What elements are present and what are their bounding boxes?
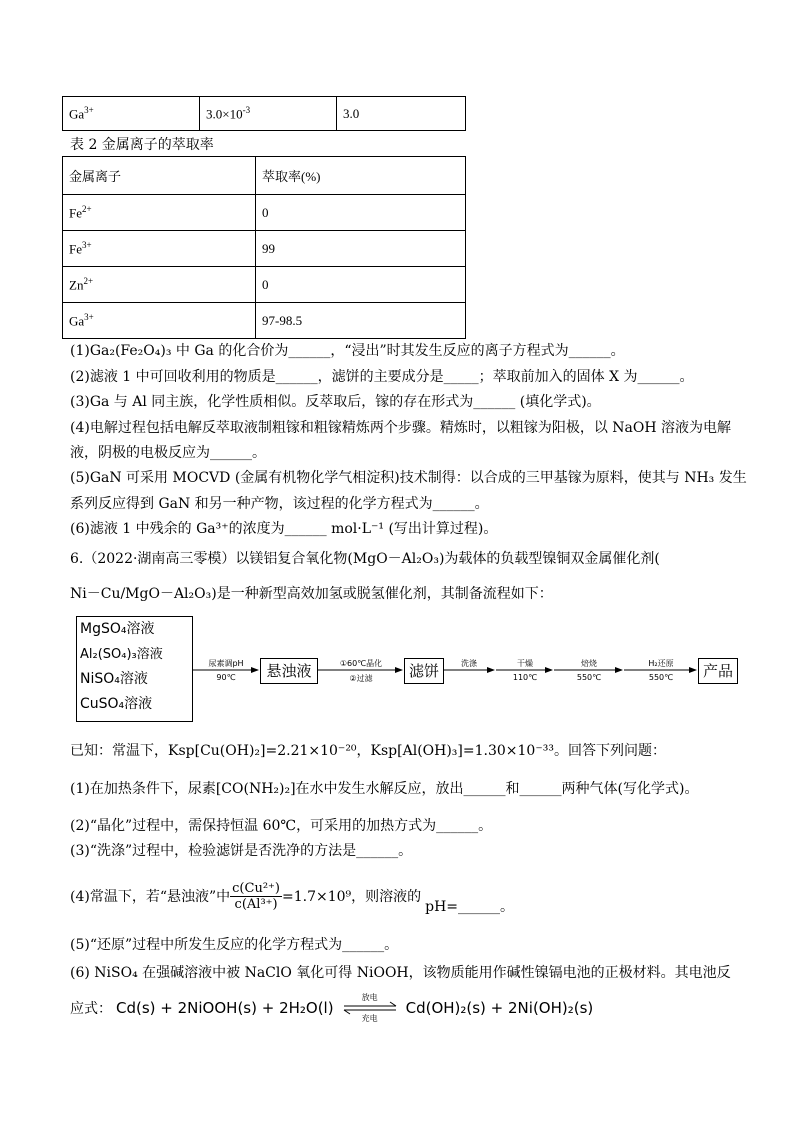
q5-part1: (1)Ga₂(Fe₂O₄)₃ 中 Ga 的化合价为______，“浸出”时其发生反应的离子方程式为______。 bbox=[70, 343, 625, 359]
q6-part4-prefix: (4)常温下，若“悬浊液”中 bbox=[70, 889, 231, 905]
flow-label-calcine: 焙烧 bbox=[581, 659, 597, 668]
flow-input-item: NiSO₄溶液 bbox=[80, 671, 148, 687]
ion-name: Ga bbox=[69, 106, 85, 122]
ion-name: Fe bbox=[69, 205, 82, 221]
flow-label-step2: ①60℃晶化 bbox=[339, 659, 383, 668]
flow-label-reduce: H₂还原 bbox=[648, 659, 674, 668]
column-header: 金属离子 bbox=[63, 157, 256, 195]
q5-part2: (2)滤液 1 中可回收利用的物质是______，滤饼的主要成分是_____；萃取前加入的固体 X 为______。 bbox=[70, 369, 694, 385]
flow-input-item: Al₂(SO₄)₃溶液 bbox=[80, 647, 163, 662]
flow-input-item: CuSO₄溶液 bbox=[80, 696, 153, 712]
cell-exponent: -3 bbox=[242, 104, 251, 115]
flow-label-calcine-temp: 550℃ bbox=[576, 673, 602, 682]
column-header: 萃取率(%) bbox=[256, 157, 466, 195]
flow-box-filter-cake: 滤饼 bbox=[404, 658, 444, 684]
q6-part5: (5)“还原”过程中所发生反应的化学方程式为______。 bbox=[70, 937, 399, 953]
table2-caption: 表 2 金属离子的萃取率 bbox=[70, 137, 214, 153]
flow-label-step1: 尿素调pH bbox=[208, 659, 244, 668]
q5-part4-line2: 液，阴极的电极反应为______。 bbox=[70, 445, 266, 461]
q6-intro-line1: 6.（2022·湖南高三零模）以镁铝复合氧化物(MgO－Al₂O₃)为载体的负载型镍铜双金属催化剂( bbox=[70, 551, 660, 567]
table-row bbox=[63, 231, 466, 267]
flow-box-suspension: 悬浊液 bbox=[260, 658, 318, 684]
q6-part6-equation bbox=[70, 990, 593, 1026]
q5-part6: (6)滤液 1 中残余的 Ga³⁺的浓度为______ mol·L⁻¹ (写出计算过程)。 bbox=[70, 521, 498, 537]
ratio-numerator: c(Cu²⁺) bbox=[232, 880, 280, 896]
flow-input-item: MgSO₄溶液 bbox=[80, 621, 155, 637]
ion-charge: 3+ bbox=[84, 104, 94, 115]
q5-part5-line2: 系列反应得到 GaN 和另一种产物，该过程的化学方程式为______。 bbox=[70, 496, 489, 512]
cell-value: 3.0 bbox=[337, 97, 466, 131]
table2 bbox=[62, 156, 466, 339]
q5-part3: (3)Ga 与 Al 同主族，化学性质相似。反萃取后，镓的存在形式为______ (填化学式)。 bbox=[70, 394, 601, 410]
table1 bbox=[62, 96, 466, 131]
ratio-denominator: c(Al³⁺) bbox=[234, 896, 278, 912]
concentration-ratio bbox=[230, 881, 282, 912]
arrow-condition-discharge: 放电 bbox=[361, 993, 378, 1002]
reversible-arrow bbox=[340, 992, 400, 1024]
flow-label-reduce-temp: 550℃ bbox=[648, 673, 674, 682]
ion-charge: 2+ bbox=[82, 203, 92, 214]
ion-charge: 3+ bbox=[84, 311, 94, 322]
flow-diagram bbox=[76, 616, 733, 726]
extraction-rate: 0 bbox=[256, 195, 466, 231]
flow-label-wash: 洗涤 bbox=[461, 659, 477, 668]
table-row bbox=[63, 97, 466, 131]
ion-name: Zn bbox=[69, 277, 84, 293]
cell-value: 3.0×10 bbox=[206, 106, 243, 122]
flow-label-dry-temp: 110℃ bbox=[512, 673, 538, 682]
flow-label-step1-temp: 90℃ bbox=[216, 673, 236, 682]
extraction-rate: 97-98.5 bbox=[256, 303, 466, 339]
flow-box-product: 产品 bbox=[698, 658, 738, 684]
ion-name: Ga bbox=[69, 313, 85, 329]
equation-prefix: 应式： bbox=[70, 1001, 112, 1017]
arrow-condition-charge: 充电 bbox=[361, 1014, 378, 1023]
q6-intro-line2: Ni－Cu/MgO－Al₂O₃)是一种新型高效加氢或脱氢催化剂，其制备流程如下： bbox=[70, 586, 553, 602]
q6-part6-line1: (6) NiSO₄ 在强碱溶液中被 NaClO 氧化可得 NiOOH，该物质能用作碱性镍镉电池的正极材料。其电池反 bbox=[70, 965, 731, 981]
extraction-rate: 0 bbox=[256, 267, 466, 303]
q5-part5-line1: (5)GaN 可采用 MOCVD (金属有机物化学气相淀积)技术制得：以合成的三甲基镓为原料，使其与 NH₃ 发生 bbox=[70, 470, 747, 486]
table-row bbox=[63, 303, 466, 339]
flow-label-step2-b: ②过滤 bbox=[349, 674, 373, 683]
ion-charge: 2+ bbox=[83, 275, 94, 286]
flow-label-dry: 干燥 bbox=[517, 659, 533, 668]
flow-arrows bbox=[76, 616, 726, 726]
ion-charge: 3+ bbox=[82, 239, 92, 250]
q6-part1: (1)在加热条件下，尿素[CO(NH₂)₂]在水中发生水解反应，放出______和______两种气体(写化学式)。 bbox=[70, 781, 699, 797]
q5-part4-line1: (4)电解过程包括电解反萃取液制粗镓和粗镓精炼两个步骤。精炼时，以粗镓为阳极，以 NaOH 溶液为电解 bbox=[70, 420, 732, 436]
equation-right-side: Cd(OH)₂(s) + 2Ni(OH)₂(s) bbox=[405, 999, 594, 1017]
q6-part4 bbox=[70, 868, 514, 924]
table-header-row bbox=[63, 157, 466, 195]
q6-part4-ph: pH=______。 bbox=[425, 899, 515, 915]
ion-name: Fe bbox=[69, 241, 82, 257]
q6-part2: (2)“晶化”过程中，需保持恒温 60℃，可采用的加热方式为______。 bbox=[70, 818, 493, 834]
table-row bbox=[63, 267, 466, 303]
extraction-rate: 99 bbox=[256, 231, 466, 267]
table-row bbox=[63, 195, 466, 231]
q6-known-constants: 已知：常温下，Ksp[Cu(OH)₂]=2.21×10⁻²⁰，Ksp[Al(OH)₃]=1.30×10⁻³³。回答下列问题： bbox=[70, 743, 666, 759]
q6-part4-suffix: =1.7×10⁹，则溶液的 bbox=[281, 889, 422, 905]
q6-part3: (3)“洗涤”过程中，检验滤饼是否洗净的方法是______。 bbox=[70, 843, 413, 859]
equation-left-side: Cd(s) + 2NiOOH(s) + 2H₂O(l) bbox=[116, 999, 334, 1017]
